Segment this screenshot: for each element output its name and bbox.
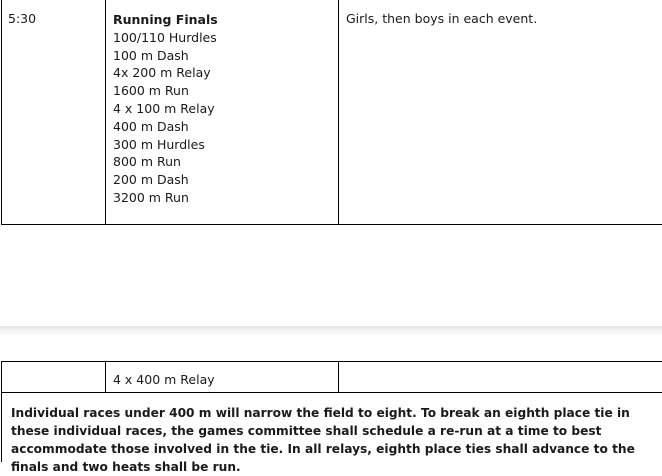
event-item: 800 m Run bbox=[113, 154, 181, 170]
event-item: 3200 m Run bbox=[113, 189, 189, 205]
rules-note: Individual races under 400 m will narrow the field to eight. To break an eighth place tie in these individual races, the games committee shall schedule a re-run at a time to best accommodate those involved in the tie. In all relays, eighth place ties shall advance to the finals and two heats shall be run. bbox=[11, 406, 635, 474]
event-item: 4 x 400 m Relay bbox=[113, 372, 215, 387]
event-item: 100/110 Hurdles bbox=[113, 29, 217, 45]
event-notes: Girls, then boys in each event. bbox=[346, 11, 538, 26]
event-item: 200 m Dash bbox=[113, 172, 189, 188]
continuation-table bbox=[1, 361, 662, 474]
notes-cell bbox=[339, 0, 662, 224]
events-cell bbox=[106, 362, 339, 392]
schedule-table bbox=[1, 0, 662, 225]
event-item: 400 m Dash bbox=[113, 118, 189, 134]
event-item: 100 m Dash bbox=[113, 47, 189, 63]
event-item: 1600 m Run bbox=[113, 83, 189, 99]
event-item: 300 m Hurdles bbox=[113, 136, 205, 152]
table-row bbox=[2, 362, 662, 393]
events-cell bbox=[106, 0, 339, 224]
event-item: 4x 200 m Relay bbox=[113, 65, 211, 81]
notes-cell bbox=[339, 362, 662, 392]
time-cell bbox=[2, 0, 106, 224]
event-list bbox=[113, 29, 338, 207]
event-item: 4 x 100 m Relay bbox=[113, 100, 215, 116]
event-time: 5:30 bbox=[8, 11, 37, 26]
page-break-divider bbox=[0, 326, 662, 336]
time-cell bbox=[2, 362, 106, 392]
events-heading: Running Finals bbox=[113, 12, 218, 27]
